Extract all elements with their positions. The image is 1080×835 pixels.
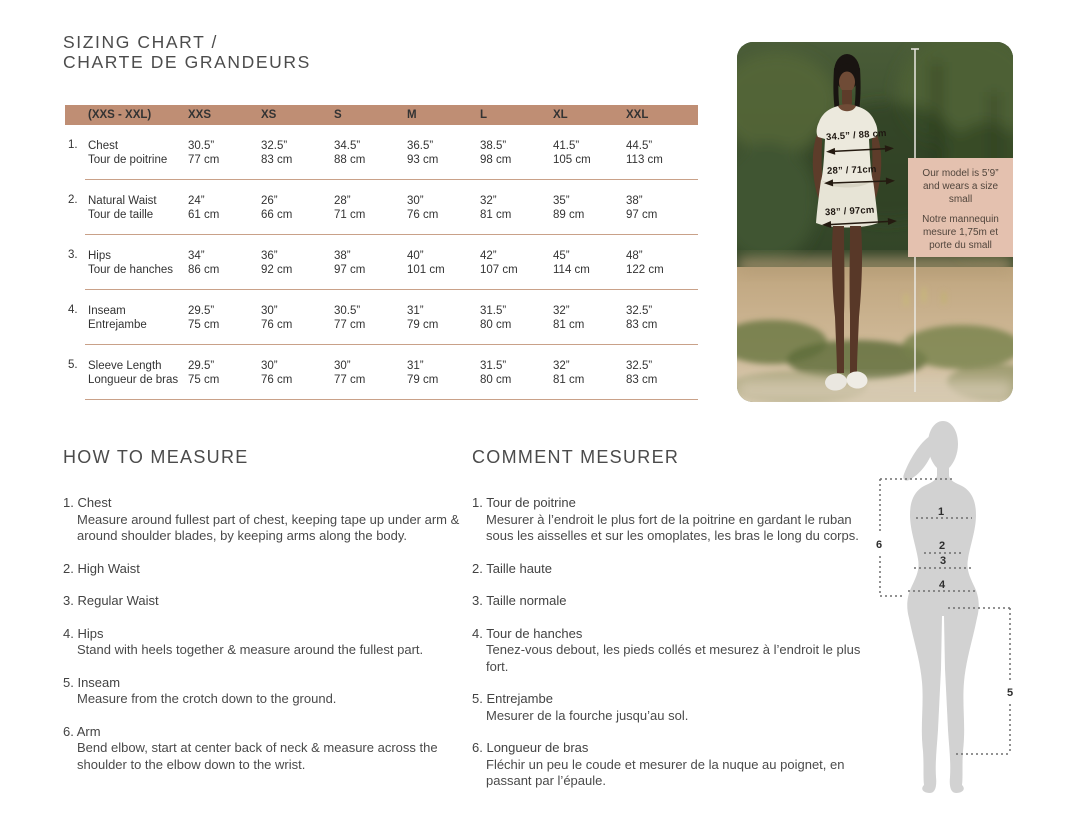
size-cell: 31.5” 80 cm [480,305,512,331]
chest-measurement-label: 34.5” / 88 cm [825,127,888,144]
size-cell: 31” 79 cm [407,305,439,331]
size-cell: 30.5” 77 cm [188,140,220,166]
measure-item: 5. Entrejambe Mesurer de la fourche jusqu’au sol. [472,691,689,723]
measure-item: 1. Chest Measure around fullest part of chest, keeping tape up under arm & around shoulder blades, by keeping arms along the body. [63,495,460,543]
size-cell: 32” 81 cm [480,195,512,221]
waist-measurement-label: 28” / 71cm [826,164,877,177]
size-cell: 36.5” 93 cm [407,140,439,166]
size-cell: 35” 89 cm [553,195,585,221]
size-cell: 26” 66 cm [261,195,293,221]
row-label-en: Natural Waist [88,195,157,207]
row-label-en: Inseam [88,305,126,317]
measure-item: 6. Longueur de bras Fléchir un peu le coude et mesurer de la nuque au poignet, en passant par l’épaule. [472,740,845,788]
size-cell: 45” 114 cm [553,250,590,276]
size-cell: 40” 101 cm [407,250,445,276]
size-cell: 32” 81 cm [553,360,585,386]
size-header: S [334,109,342,121]
row-label-fr: Longueur de bras [88,374,179,386]
size-header: XXS [188,109,212,121]
table-row [65,235,698,290]
section-title-en: HOW TO MEASURE [63,447,249,467]
size-cell: 32.5” 83 cm [626,360,658,386]
page-title-line2: CHARTE DE GRANDEURS [63,51,311,72]
size-cell: 38” 97 cm [334,250,366,276]
how-to-measure-section [63,447,463,789]
page-title [63,33,311,72]
size-header: XS [261,109,277,121]
diagram-label-3: 3 [939,555,947,567]
row-number: 3. [68,249,78,261]
size-cell: 41.5” 105 cm [553,140,591,166]
size-cell: 28” 71 cm [334,195,366,221]
table-header-row [65,105,698,125]
model-caption-fr: Notre mannequin mesure 1,75m et porte du small [922,214,999,251]
size-cell: 30” 76 cm [261,305,293,331]
comment-mesurer-section [472,447,882,806]
female-silhouette [903,421,978,793]
size-cell: 30.5” 77 cm [334,305,366,331]
row-label-en: Sleeve Length [88,360,162,372]
measure-item: 1. Tour de poitrine Mesurer à l’endroit le plus fort de la poitrine en gardant le ruban sous les aisselles et sur les omoplates, les bras le long du corps. [472,495,859,543]
table-row [65,345,698,400]
model-caption-box [908,158,1013,257]
row-label-fr: Entrejambe [88,319,147,331]
size-cell: 32.5” 83 cm [626,305,658,331]
model-photo [737,42,1013,402]
measure-item: 4. Tour de hanches Tenez-vous debout, les pieds collés et mesurez à l’endroit le plus fort. [472,625,861,674]
diagram-label-6: 6 [875,539,883,551]
size-cell: 31.5” 80 cm [480,360,512,386]
measure-item: 4. Hips Stand with heels together & measure around the fullest part. [63,625,424,657]
measure-item: 5. Inseam Measure from the crotch down to the ground. [63,674,337,706]
model-caption-en: Our model is 5’9” and wears a size small [922,168,999,205]
measure-item: 2. High Waist [63,560,140,576]
diagram-label-5: 5 [1006,687,1014,699]
row-number: 2. [68,194,78,206]
section-title-fr: COMMENT MESURER [472,447,680,467]
measure-item: 3. Taille normale [472,593,567,608]
size-cell: 30” 76 cm [407,195,439,221]
size-range-label: (XXS - XXL) [88,109,152,121]
diagram-label-2: 2 [938,540,946,552]
size-cell: 30” 77 cm [334,360,366,386]
size-header: XXL [626,109,649,121]
measure-item: 3. Regular Waist [63,593,159,608]
size-header: L [480,109,488,121]
sizing-table [65,105,698,400]
size-header: XL [553,109,568,121]
size-cell: 29.5” 75 cm [188,360,220,386]
size-cell: 48” 122 cm [626,250,664,276]
size-cell: 44.5” 113 cm [626,140,663,166]
diagram-label-1: 1 [937,506,945,518]
size-cell: 32.5” 83 cm [261,140,293,166]
row-number: 4. [68,304,78,316]
row-label-fr: Tour de poitrine [88,154,168,166]
row-label-en: Chest [88,140,119,152]
row-label-en: Hips [88,250,112,262]
hips-measurement-label: 38” / 97cm [824,204,875,219]
measure-item: 2. Taille haute [472,560,553,576]
row-number: 1. [68,139,78,151]
size-cell: 29.5” 75 cm [188,305,220,331]
page-title-line1: SIZING CHART / [63,32,218,52]
measure-item: 6. Arm Bend elbow, start at center back of neck & measure across the shoulder to the elbow down to the wrist. [63,723,438,772]
size-cell: 34” 86 cm [188,250,220,276]
size-cell: 36” 92 cm [261,250,293,276]
row-number: 5. [68,359,78,371]
row-label-fr: Tour de taille [88,209,154,221]
diagram-label-4: 4 [938,579,946,591]
size-cell: 42” 107 cm [480,250,518,276]
table-row [65,180,698,235]
row-label-fr: Tour de hanches [88,264,174,276]
size-header: M [407,109,417,121]
size-cell: 32” 81 cm [553,305,585,331]
size-cell: 30” 76 cm [261,360,293,386]
size-cell: 34.5” 88 cm [334,140,366,166]
size-cell: 38.5” 98 cm [480,140,512,166]
size-cell: 31” 79 cm [407,360,439,386]
table-row [65,125,698,180]
size-cell: 24” 61 cm [188,195,220,221]
table-row [65,290,698,345]
body-diagram [858,418,1058,818]
size-cell: 38” 97 cm [626,195,658,221]
